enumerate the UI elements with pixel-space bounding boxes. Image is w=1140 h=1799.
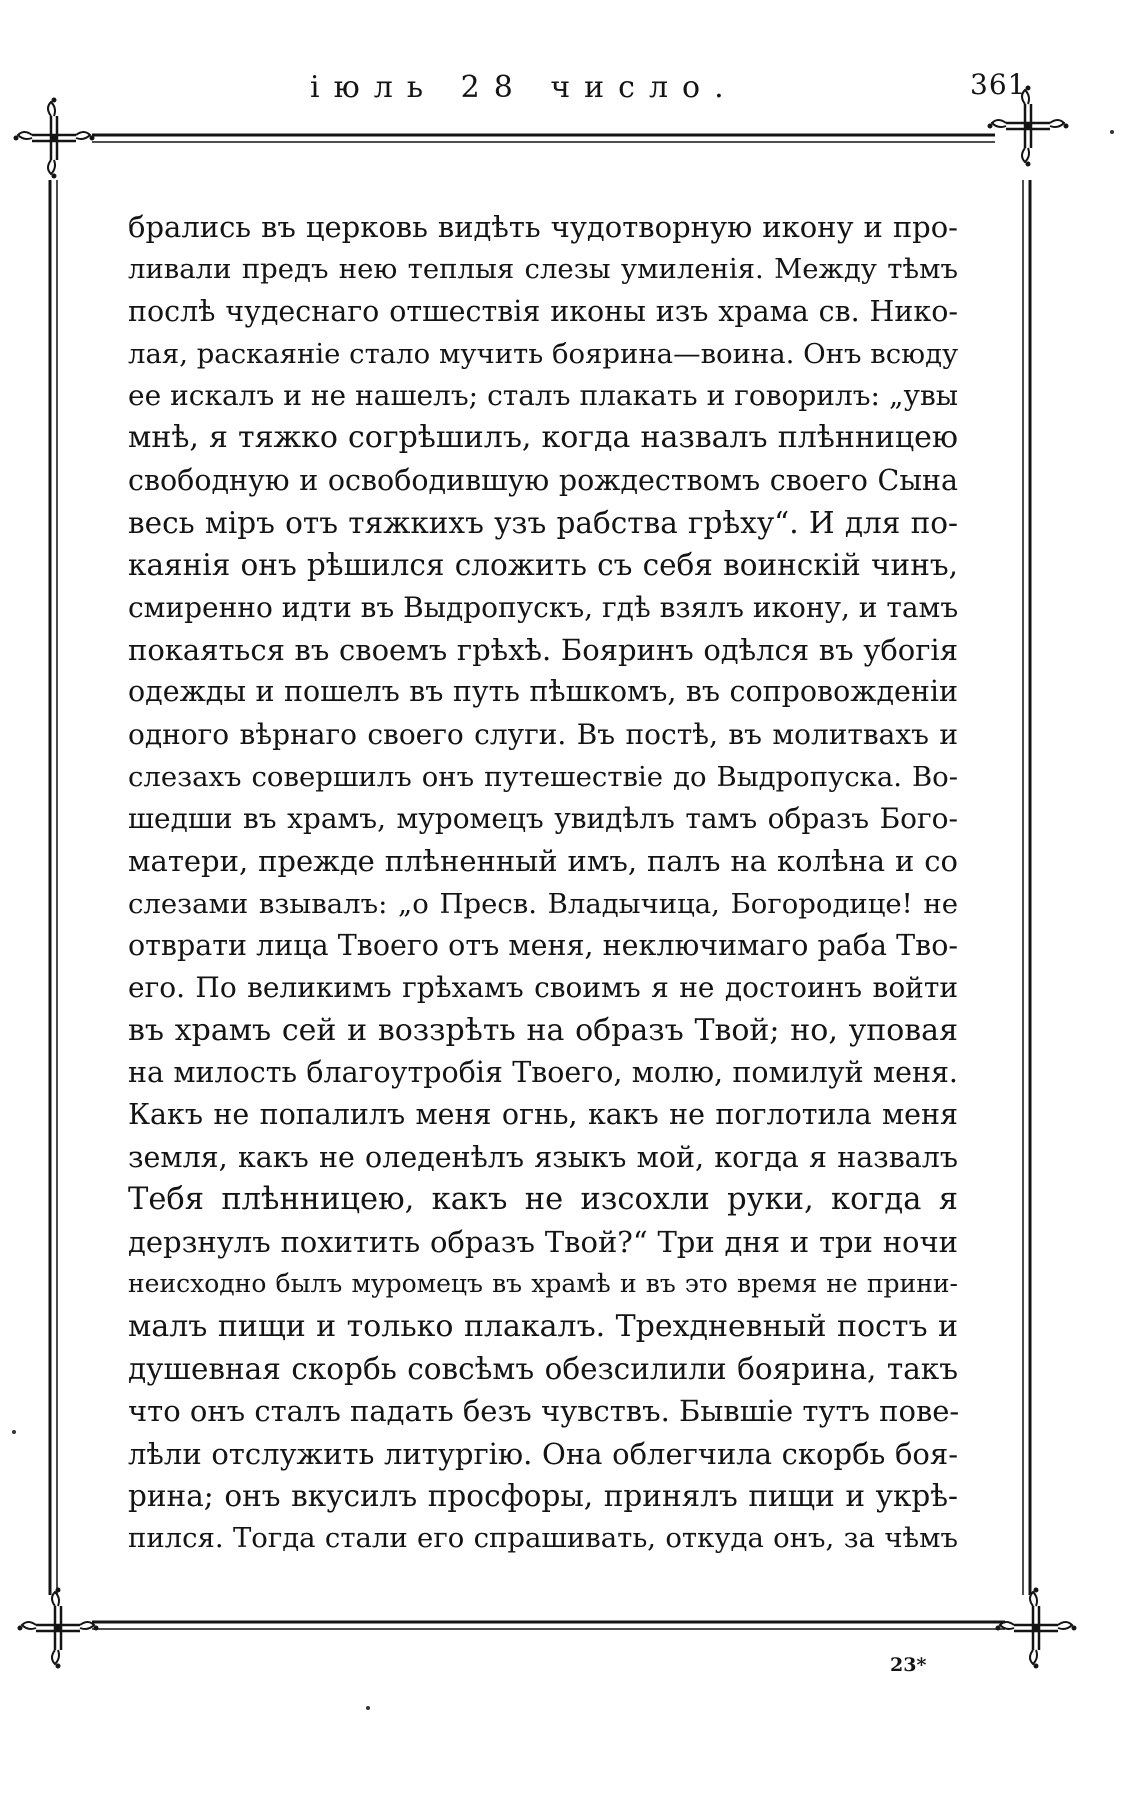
text-line: весь міръ отъ тяжкихъ узъ рабства грѣху“. И для по-	[128, 506, 958, 541]
text-line: малъ пищи и только плакалъ. Трехдневный постъ и	[128, 1308, 958, 1344]
text-line: матери, прежде плѣненный имъ, палъ на колѣна и со	[128, 844, 958, 879]
text-line: шедши въ храмъ, муромецъ увидѣлъ тамъ образъ Бого-	[128, 802, 958, 836]
text-line: на милость благоутробія Твоего, молю, помилуй меня.	[128, 1055, 958, 1089]
body-text	[128, 206, 958, 1560]
text-line: послѣ чудеснаго отшествія иконы изъ храма св. Нико-	[128, 294, 958, 328]
text-line: Тебя плѣнницею, какъ не изсохли руки, когда я	[128, 1181, 958, 1217]
text-line: лѣли отслужить литургію. Она облегчила скорбь боя-	[128, 1436, 958, 1471]
corner-ornament-icon	[988, 86, 1069, 167]
text-line: свободную и освободившую рождествомъ своего Сына	[128, 463, 958, 497]
text-line: покаяться въ своемъ грѣхѣ. Бояринъ одѣлся въ убогія	[128, 632, 958, 667]
text-line: душевная скорбь совсѣмъ обезсилили боярина, такъ	[128, 1352, 958, 1387]
text-line: неисходно былъ муромецъ въ храмѣ и въ это время не прини-	[128, 1269, 958, 1299]
text-line: что онъ сталъ падать безъ чувствъ. Бывшіе тутъ пове-	[128, 1394, 960, 1429]
text-line: смиренно идти въ Выдропускъ, гдѣ взялъ икону, и тамъ	[128, 590, 959, 624]
text-line: одного вѣрнаго своего слуги. Въ постѣ, въ молитвахъ и	[128, 717, 958, 751]
corner-ornament-icon	[14, 98, 95, 179]
text-line: брались въ церковь видѣть чудотворную икону и про-	[128, 210, 958, 244]
text-line: лая, раскаяніе стало мучить боярина—воина. Онъ всюду	[128, 337, 959, 370]
text-line: ливали предъ нею теплыя слезы умиленія. Между тѣмъ	[128, 253, 958, 286]
text-line: въ храмъ сей и воззрѣть на образъ Твой; но, уповая	[128, 1012, 958, 1048]
text-line: слезами взывалъ: „о Пресв. Владычица, Богородице! не	[128, 887, 958, 920]
corner-ornament-icon	[18, 1588, 99, 1669]
text-line: рина; онъ вкусилъ просфоры, принялъ пищи и укрѣ-	[128, 1478, 958, 1513]
text-line: земля, какъ не оледенѣлъ языкъ мой, когда я назвалъ	[128, 1140, 958, 1174]
corner-ornament-icon	[996, 1588, 1077, 1669]
ink-speck	[12, 1430, 16, 1434]
page-number: 361	[970, 68, 1027, 101]
ink-speck	[366, 1706, 370, 1710]
text-line: каянія онъ рѣшился сложить съ себя воинскій чинъ,	[128, 548, 958, 583]
signature-mark: 23*	[890, 1654, 927, 1676]
text-line: Какъ не попалилъ меня огнь, какъ не поглотила меня	[128, 1098, 958, 1132]
text-line: мнѣ, я тяжко согрѣшилъ, когда назвалъ плѣнницею	[128, 420, 958, 456]
running-head: іюль 28 число.	[310, 70, 738, 105]
text-line: пился. Тогда стали его спрашивать, откуда онъ, за чѣмъ	[128, 1522, 958, 1555]
text-line: его. По великимъ грѣхамъ своимъ я не достоинъ войти	[128, 971, 958, 1005]
text-line: отврати лица Твоего отъ меня, неключимаго раба Тво-	[128, 929, 958, 963]
ink-speck	[1110, 130, 1114, 134]
text-line: слезахъ совершилъ онъ путешествіе до Выдропуска. Во-	[128, 760, 958, 793]
text-line: дерзнулъ похитить образъ Твой?“ Три дня и три ночи	[128, 1225, 958, 1260]
text-line: ее искалъ и не нашелъ; сталъ плакать и говорилъ: „увы	[128, 379, 958, 413]
text-line: одежды и пошелъ въ путь пѣшкомъ, въ сопровожденіи	[128, 675, 958, 709]
